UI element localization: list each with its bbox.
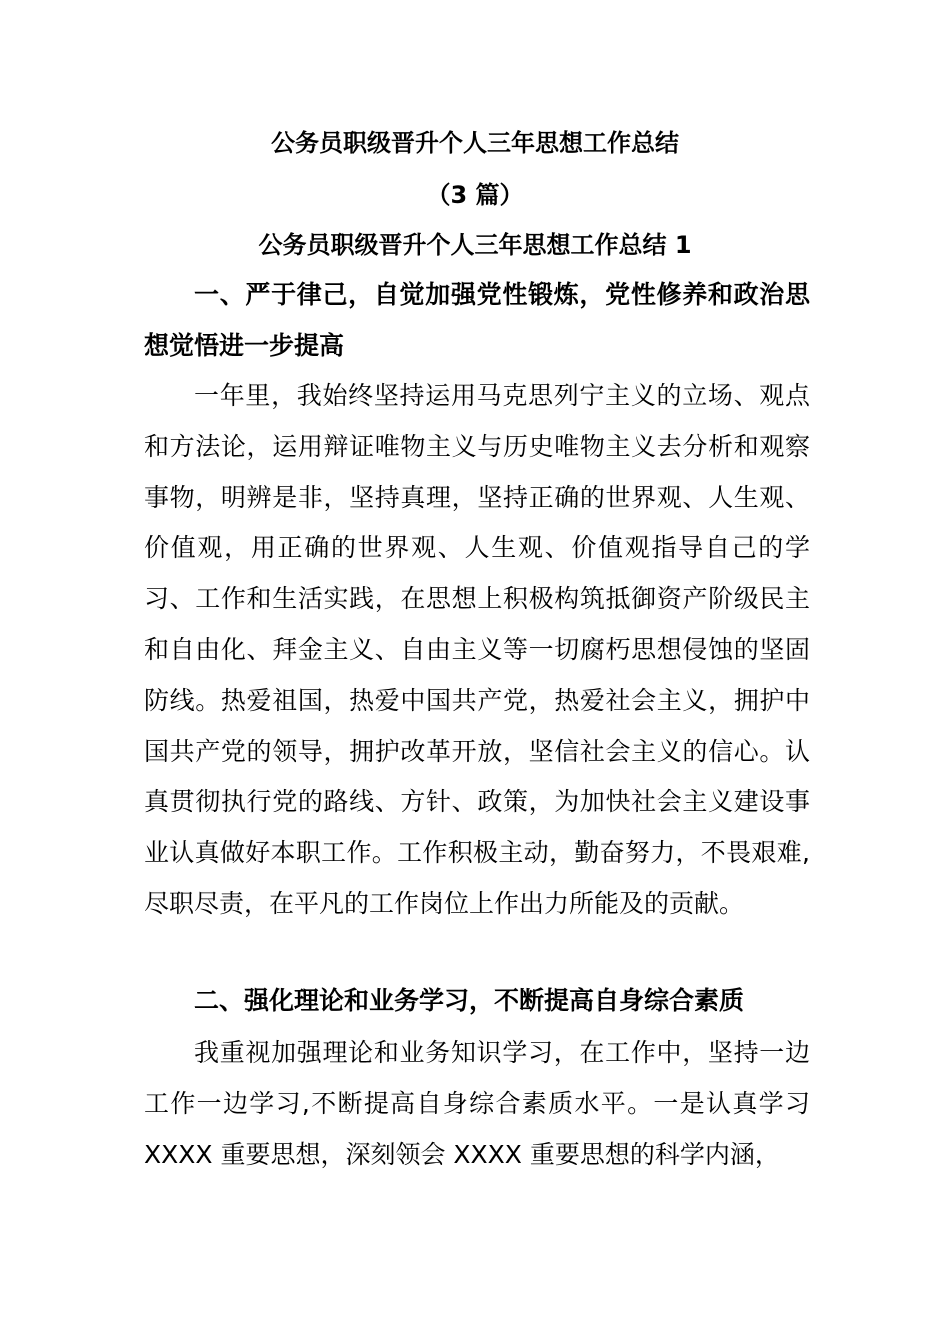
- section-heading-1: [144, 270, 810, 372]
- section-paragraph-1-text: 一年里，我始终坚持运用马克思列宁主义的立场、观点和方法论，运用辩证唯物主义与历史唯物主义去分析和观察事物，明辨是非，坚持真理，坚持正确的世界观、人生观、价值观，用正确的世界观、人生观、价值观指导自己的学习、工作和生活实践，在思想上积极构筑抵御资产阶级民主和自由化、拜金主义、自由主义等一切腐朽思想侵蚀的坚固防线。热爱祖国，热爱中国共产党，热爱社会主义，拥护中国共产党的领导，拥护改革开放，坚信社会主义的信心。认真贯彻执行党的路线、方针、政策，为加快社会主义建设事业认真做好本职工作。工作积极主动，勤奋努力，不畏艰难,尽职尽责，在平凡的工作岗位上作出力所能及的贡献。: [144, 381, 810, 918]
- section-paragraph-2-text: 我重视加强理论和业务知识学习，在工作中，坚持一边工作一边学习,不断提高自身综合素质水平。一是认真学习 XXXX 重要思想，深刻领会 XXXX 重要思想的科学内涵，: [144, 1038, 810, 1169]
- section-heading-2-text: 二、强化理论和业务学习，不断提高自身综合素质: [194, 986, 745, 1015]
- document-count: （3 篇）: [426, 181, 524, 209]
- section-paragraph-1: [144, 371, 810, 930]
- document-title: 公务员职级晋升个人三年思想工作总结: [271, 129, 679, 157]
- section-heading-1-text: 一、严于律己，自觉加强党性锻炼，党性修养和政治思想觉悟进一步提高: [144, 280, 810, 360]
- section-heading-2: [144, 976, 810, 1027]
- document-subtitle: 公务员职级晋升个人三年思想工作总结 1: [258, 231, 692, 259]
- section-paragraph-2: [144, 1028, 810, 1180]
